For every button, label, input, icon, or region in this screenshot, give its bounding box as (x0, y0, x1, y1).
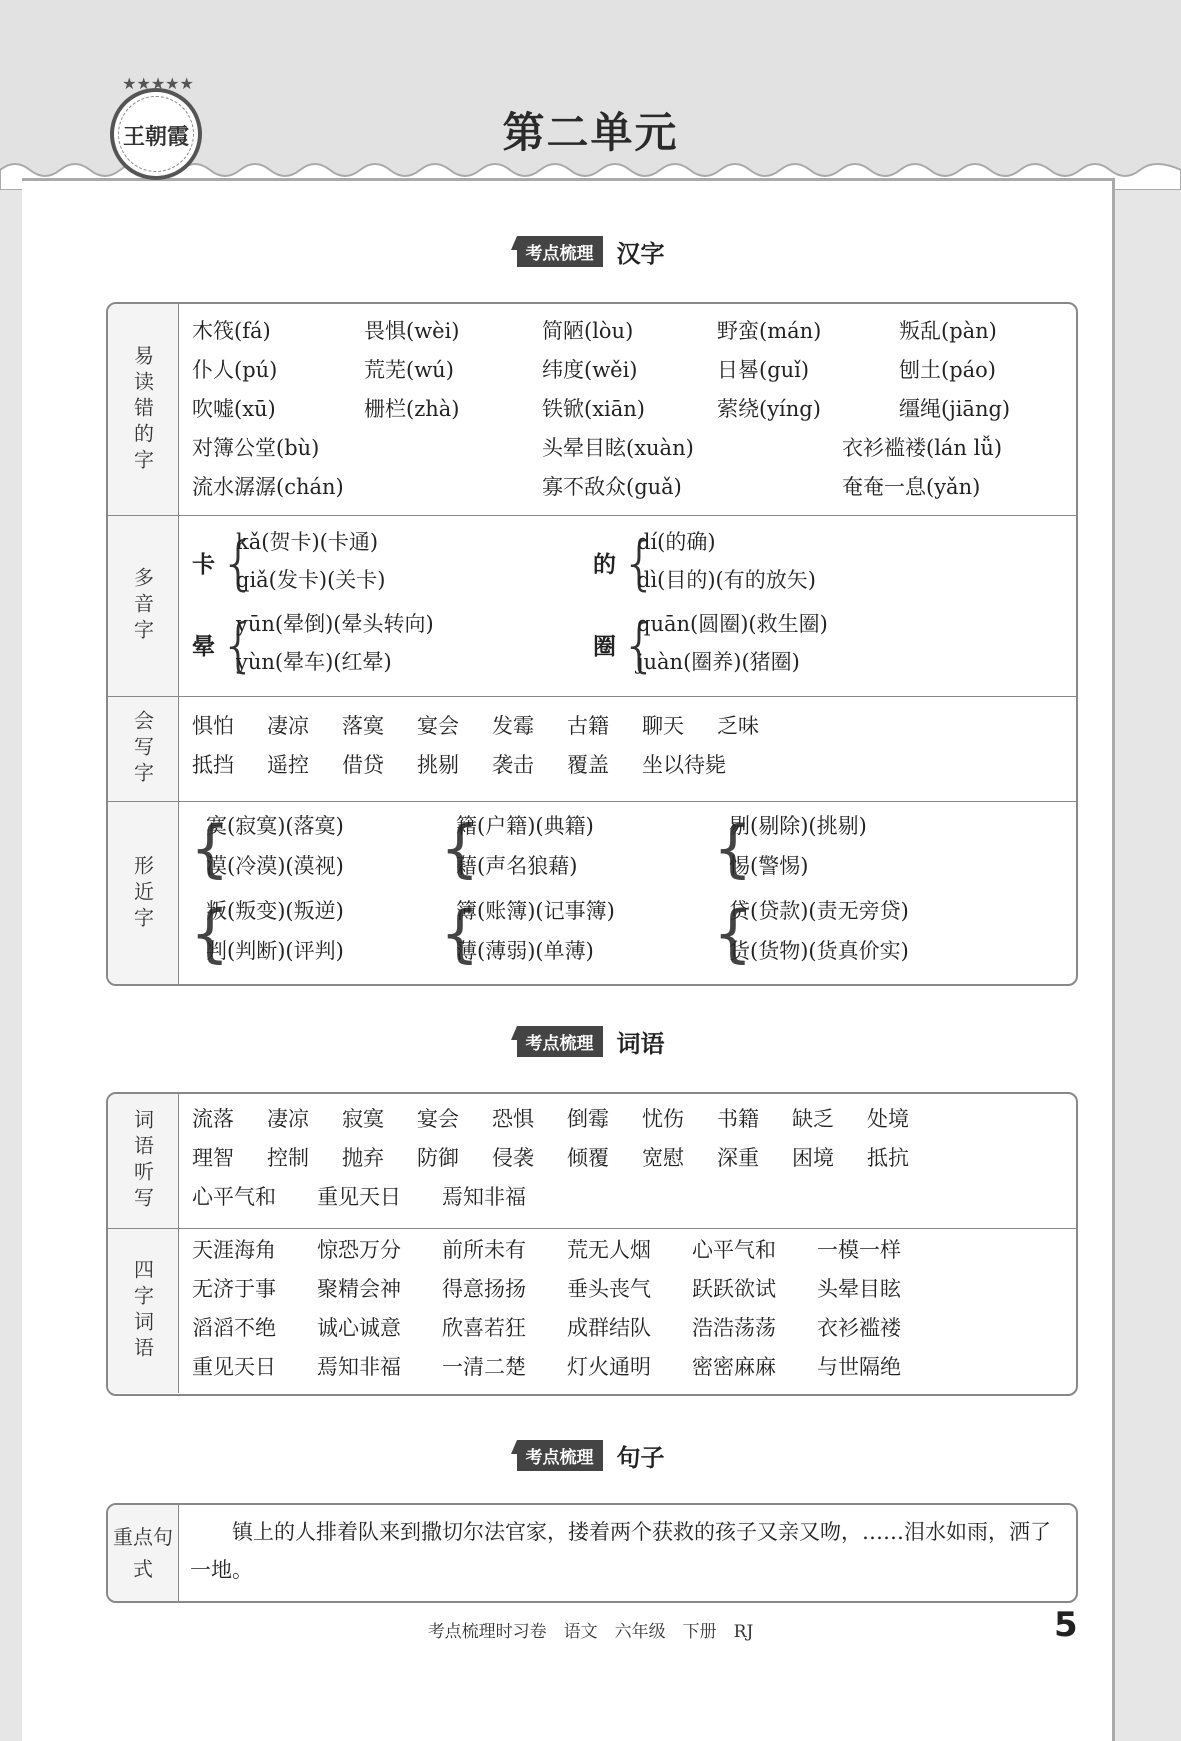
misread-item: 缰绳(jiāng) (899, 397, 1011, 421)
idiom-line (192, 1272, 1072, 1306)
dictation-word: 防御 (417, 1146, 459, 1170)
idiom: 滔滔不绝 (192, 1316, 276, 1340)
misread-item: 木筏(fá) (192, 319, 271, 343)
dictation-word: 凄凉 (267, 1107, 309, 1131)
dictation-word: 控制 (267, 1146, 309, 1170)
footer-text: 考点梳理时习卷 语文 六年级 下册 RJ (427, 1622, 754, 1642)
misread-item: 衣衫褴褛(lán lǚ) (842, 436, 1003, 460)
brace: { (621, 529, 658, 597)
reading: yùn(晕车)(红晕) (236, 650, 392, 674)
idiom: 与世隔绝 (817, 1355, 901, 1379)
misread-line (192, 314, 1072, 348)
misread-item: 仆人(pú) (192, 358, 278, 382)
idiom: 跃跃欲试 (692, 1277, 776, 1301)
writing-word: 聊天 (642, 714, 684, 738)
dictation-word: 处境 (867, 1107, 909, 1131)
similar-content (178, 802, 1076, 985)
dictation-word: 心平气和 (192, 1185, 276, 1209)
similar-entry: 簿(账簿)(记事簿) (456, 899, 615, 923)
dictation-line (192, 1180, 1072, 1214)
section-tag: 考点梳理 (517, 236, 603, 267)
idiom: 衣衫褴褛 (817, 1316, 901, 1340)
misread-line (192, 470, 1072, 504)
similar-entry: 贷(贷款)(责无旁贷) (729, 899, 909, 923)
reading: quān(圆圈)(救生圈) (637, 612, 828, 636)
similar-entry: 籍(户籍)(典籍) (456, 814, 594, 838)
misread-item: 头晕目眩(xuàn) (542, 436, 694, 460)
misread-item: 简陋(lòu) (542, 319, 634, 343)
section-header-hanzi (0, 234, 1181, 268)
polyphonic-content (178, 516, 1076, 696)
writing-word: 发霉 (492, 714, 534, 738)
writing-word: 惧怕 (192, 714, 234, 738)
misread-item: 荒芜(wú) (364, 358, 454, 382)
idiom: 前所未有 (442, 1238, 526, 1262)
writing-word: 坐以待毙 (642, 753, 726, 777)
misread-item: 叛乱(pàn) (899, 319, 997, 343)
idiom-line (192, 1350, 1072, 1384)
polyphonic-char: 卡 (192, 551, 215, 578)
writing-word: 挑剔 (417, 753, 459, 777)
reading: yūn(晕倒)(晕头转向) (236, 612, 434, 636)
brace: { (713, 812, 753, 885)
idiom: 聚精会神 (317, 1277, 401, 1301)
idiom: 垂头丧气 (567, 1277, 651, 1301)
row-label: 形近字 (108, 802, 179, 985)
dictation-word: 深重 (717, 1146, 759, 1170)
unit-title: 第二单元 (502, 108, 679, 157)
writing-word: 遥控 (267, 753, 309, 777)
misread-item: 栅栏(zhà) (364, 397, 460, 421)
key-sentence-content (178, 1505, 1076, 1601)
polyphonic-row (108, 515, 1076, 696)
polyphonic-char: 圈 (593, 633, 616, 660)
idiom: 重见天日 (192, 1355, 276, 1379)
misread-item: 流水潺潺(chán) (192, 475, 344, 499)
similar-entry: 藉(声名狼藉) (456, 854, 578, 878)
similar-entry: 寞(寂寞)(落寞) (206, 814, 344, 838)
misread-item: 野蛮(mán) (717, 319, 822, 343)
similar-entry: 货(货物)(货真价实) (729, 939, 909, 963)
similar-entry: 判(判断)(评判) (206, 939, 344, 963)
dictation-word: 焉知非福 (442, 1185, 526, 1209)
misread-item: 对簿公堂(bù) (192, 436, 320, 460)
reading: qiǎ(发卡)(关卡) (236, 568, 386, 592)
misread-line (192, 431, 1072, 465)
brace: { (440, 897, 480, 970)
row-label: 四字词语 (108, 1229, 179, 1393)
section-tag: 考点梳理 (517, 1026, 603, 1057)
section-name: 句子 (616, 1444, 665, 1472)
juzi-table (106, 1503, 1078, 1603)
idiom: 一清二楚 (442, 1355, 526, 1379)
dictation-line (192, 1102, 1072, 1136)
section-header-juzi (0, 1438, 1181, 1472)
brace: { (621, 611, 658, 679)
misread-item: 奄奄一息(yǎn) (842, 475, 981, 499)
section-name: 汉字 (616, 240, 665, 268)
reading: juàn(圈养)(猪圈) (637, 650, 800, 674)
dictation-word: 恐惧 (492, 1107, 534, 1131)
similar-entry: 漠(冷漠)(漠视) (206, 854, 344, 878)
dictation-word: 抵抗 (867, 1146, 909, 1170)
writing-content (178, 697, 1076, 801)
idiom: 成群结队 (567, 1316, 651, 1340)
easy-misread-content (178, 304, 1076, 515)
misread-item: 刨土(páo) (899, 358, 996, 382)
writing-row (108, 696, 1076, 801)
dictation-word: 宴会 (417, 1107, 459, 1131)
idioms-row (108, 1228, 1076, 1393)
page-number: 5 (1054, 1605, 1078, 1645)
brace: { (220, 611, 257, 679)
hanzi-table (106, 302, 1078, 986)
logo-stars: ★★★★★ (122, 74, 194, 93)
dictation-word: 书籍 (717, 1107, 759, 1131)
dictation-word: 忧伤 (642, 1107, 684, 1131)
row-label: 多音字 (108, 516, 179, 696)
ciyu-table (106, 1092, 1078, 1396)
idiom: 心平气和 (692, 1238, 776, 1262)
section-tag: 考点梳理 (517, 1440, 603, 1471)
writing-word: 抵挡 (192, 753, 234, 777)
writing-line (192, 709, 1072, 743)
writing-word: 古籍 (567, 714, 609, 738)
dictation-word: 侵袭 (492, 1146, 534, 1170)
row-label: 易读错的字 (108, 304, 179, 515)
misread-item: 纬度(wěi) (542, 358, 638, 382)
easy-misread-row (108, 304, 1076, 515)
dictation-word: 重见天日 (317, 1185, 401, 1209)
similar-entry: 叛(叛变)(叛逆) (206, 899, 344, 923)
dictation-content (178, 1094, 1076, 1228)
dictation-word: 困境 (792, 1146, 834, 1170)
idiom: 头晕目眩 (817, 1277, 901, 1301)
dictation-word: 抛弃 (342, 1146, 384, 1170)
misread-item: 铁锨(xiān) (542, 397, 645, 421)
idiom: 浩浩荡荡 (692, 1316, 776, 1340)
dictation-word: 倒霉 (567, 1107, 609, 1131)
logo-text: 王朝霞 (122, 124, 189, 150)
idiom-line (192, 1233, 1072, 1267)
row-label: 词语听写 (108, 1094, 179, 1228)
similar-entry: 薄(薄弱)(单薄) (456, 939, 594, 963)
brace: { (440, 812, 480, 885)
brace: { (190, 897, 230, 970)
idiom: 灯火通明 (567, 1355, 651, 1379)
dictation-word: 倾覆 (567, 1146, 609, 1170)
similar-entry: 剔(剔除)(挑剔) (729, 814, 867, 838)
misread-item: 日晷(guǐ) (717, 358, 810, 382)
misread-item: 寡不敌众(guǎ) (542, 475, 682, 499)
misread-item: 萦绕(yíng) (717, 397, 821, 421)
idiom: 一模一样 (817, 1238, 901, 1262)
dictation-word: 宽慰 (642, 1146, 684, 1170)
idiom: 荒无人烟 (567, 1238, 651, 1262)
row-label: 重点句式 (108, 1505, 179, 1601)
reading: dì(目的)(有的放矢) (637, 568, 816, 592)
writing-line (192, 748, 1072, 782)
row-label: 会写字 (108, 697, 179, 801)
dictation-word: 理智 (192, 1146, 234, 1170)
section-header-ciyu (0, 1024, 1181, 1058)
section-name: 词语 (616, 1030, 665, 1058)
dictation-line (192, 1141, 1072, 1175)
brace: { (713, 897, 753, 970)
key-sentence-row (108, 1505, 1076, 1601)
similar-row (108, 801, 1076, 985)
idiom: 无济于事 (192, 1277, 276, 1301)
writing-word: 落寞 (342, 714, 384, 738)
idioms-content (178, 1229, 1076, 1393)
dictation-word: 寂寞 (342, 1107, 384, 1131)
idiom: 诚心诚意 (317, 1316, 401, 1340)
idiom: 天涯海角 (192, 1238, 276, 1262)
misread-item: 畏惧(wèi) (364, 319, 460, 343)
dictation-word: 流落 (192, 1107, 234, 1131)
misread-line (192, 353, 1072, 387)
misread-line (192, 392, 1072, 426)
idiom-line (192, 1311, 1072, 1345)
idiom: 欣喜若狂 (442, 1316, 526, 1340)
brace: { (190, 812, 230, 885)
writing-word: 凄凉 (267, 714, 309, 738)
similar-entry: 惕(警惕) (729, 854, 809, 878)
idiom: 焉知非福 (317, 1355, 401, 1379)
idiom: 得意扬扬 (442, 1277, 526, 1301)
misread-item: 吹嘘(xū) (192, 397, 276, 421)
dictation-row (108, 1094, 1076, 1228)
idiom: 密密麻麻 (692, 1355, 776, 1379)
writing-word: 借贷 (342, 753, 384, 777)
writing-word: 乏味 (717, 714, 759, 738)
reading: kǎ(贺卡)(卡通) (236, 530, 379, 554)
writing-word: 宴会 (417, 714, 459, 738)
idiom: 惊恐万分 (317, 1238, 401, 1262)
key-sentence: 镇上的人排着队来到撒切尔法官家，搂着两个获救的孩子又亲又吻，……泪水如雨，洒了一地。 (190, 1520, 1051, 1582)
reading: dí(的确) (637, 530, 716, 554)
writing-word: 覆盖 (567, 753, 609, 777)
writing-word: 袭击 (492, 753, 534, 777)
dictation-word: 缺乏 (792, 1107, 834, 1131)
polyphonic-char: 晕 (192, 633, 215, 660)
polyphonic-char: 的 (593, 551, 616, 578)
brace: { (220, 529, 257, 597)
